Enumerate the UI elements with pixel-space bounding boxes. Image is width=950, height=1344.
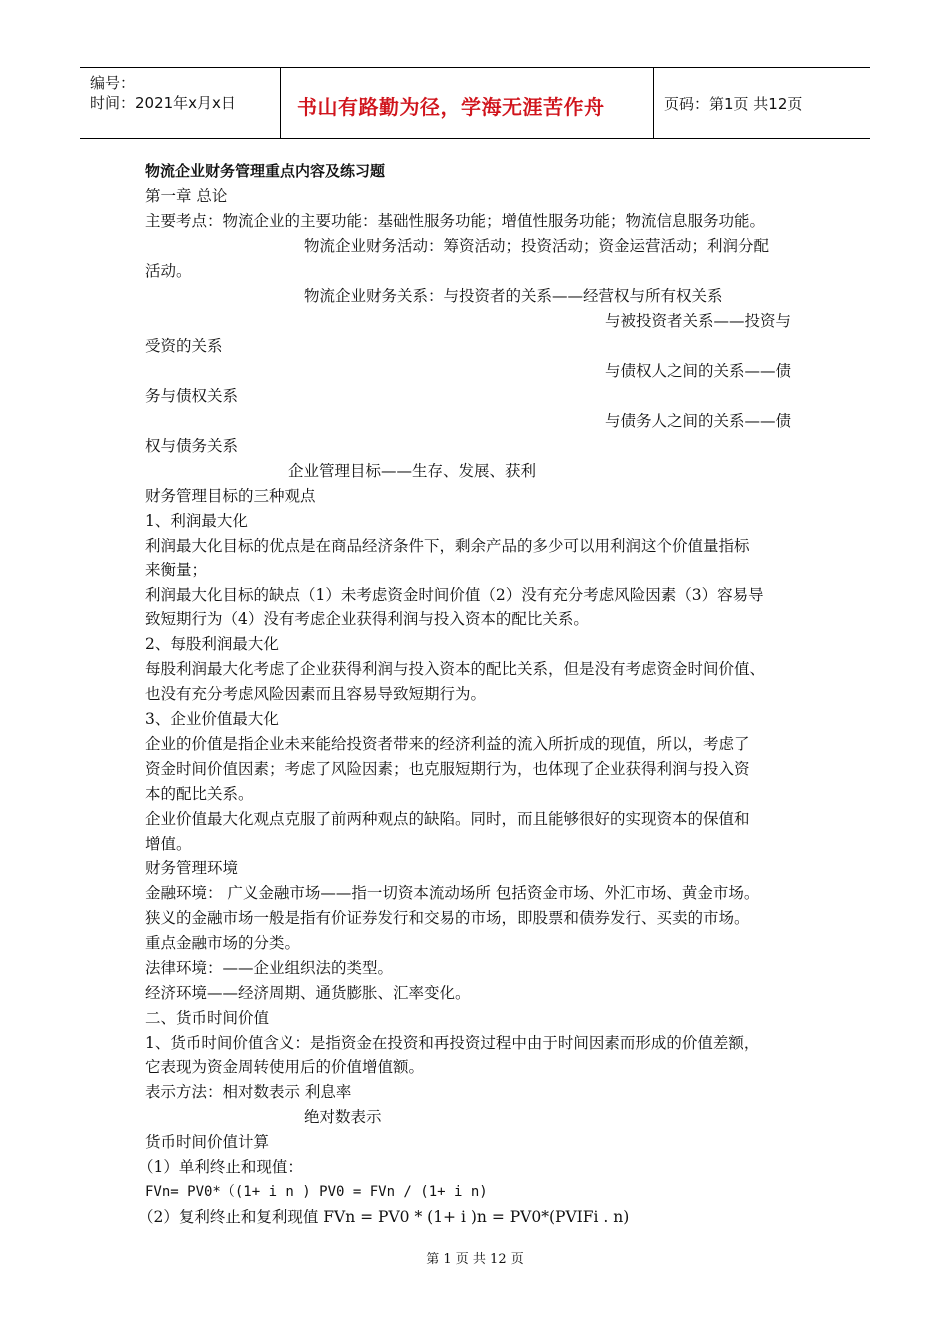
- text-line: 物流企业财务关系：与投资者的关系——经营权与所有权关系: [304, 287, 723, 305]
- text-line: 经济环境——经济周期、通货膨胀、汇率变化。: [145, 984, 471, 1002]
- section-heading: 财务管理环境: [145, 859, 239, 877]
- text-line: 金融环境： 广义金融市场——指一切资本流动场所 包括资金市场、外汇市场、黄金市场。: [145, 884, 760, 902]
- page-footer: 第 1 页 共 12 页: [426, 1252, 524, 1267]
- text-line: （1）单利终止和现值：: [138, 1158, 303, 1176]
- text-line: 企业的价值是指企业未来能给投资者带来的经济利益的流入所折成的现值，所以，考虑了: [145, 735, 750, 753]
- text-line: 与债务人之间的关系——债: [605, 412, 792, 430]
- text-line: 每股利润最大化考虑了企业获得利润与投入资本的配比关系，但是没有考虑资金时间价值、: [145, 660, 766, 678]
- text-line: 权与债务关系: [145, 437, 239, 455]
- text-line: 与债权人之间的关系——债: [605, 362, 792, 380]
- text-line: 与被投资者关系——投资与: [605, 312, 792, 330]
- section-heading: 货币时间价值计算: [145, 1133, 270, 1151]
- text-line: 受资的关系: [145, 337, 223, 355]
- section-heading: 1、利润最大化: [145, 512, 248, 530]
- text-line: 狭义的金融市场一般是指有价证券发行和交易的市场，即股票和债券发行、买卖的市场。: [145, 909, 750, 927]
- text-line: 利润最大化目标的缺点（1）未考虑资金时间价值（2）没有充分考虑风险因素（3）容易导: [145, 586, 764, 604]
- text-line: 它表现为资金周转使用后的价值增值额。: [145, 1058, 425, 1076]
- motto-text: 书山有路勤为径，学海无涯苦作舟: [297, 95, 605, 119]
- text-line: 法律环境：——企业组织法的类型。: [145, 959, 394, 977]
- chapter-heading: 第一章 总论: [145, 187, 228, 205]
- text-line: 活动。: [145, 262, 192, 280]
- text-line: 绝对数表示: [304, 1108, 382, 1126]
- text-line: 主要考点：物流企业的主要功能：基础性服务功能；增值性服务功能；物流信息服务功能。: [145, 212, 766, 230]
- section-heading: 二、货币时间价值: [145, 1009, 270, 1027]
- text-line: 来衡量；: [145, 561, 208, 579]
- section-heading: 3、企业价值最大化: [145, 710, 279, 728]
- section-heading: 2、每股利润最大化: [145, 635, 279, 653]
- text-line: 资金时间价值因素；考虑了风险因素；也克服短期行为，也体现了企业获得利润与投入资: [145, 760, 750, 778]
- text-line: 增值。: [145, 835, 192, 853]
- section-heading: 财务管理目标的三种观点: [145, 487, 316, 505]
- document-number-label: 编号：: [90, 74, 136, 92]
- text-line: 重点金融市场的分类。: [145, 934, 301, 952]
- text-line: 也没有充分考虑风险因素而且容易导致短期行为。: [145, 685, 487, 703]
- page-info: 页码：第1页 共12页: [664, 95, 803, 113]
- text-line: 致短期行为（4）没有考虑企业获得利润与投入资本的配比关系。: [145, 610, 589, 628]
- formula-line: （2）复利终止和复利现值 FVn = PV0 * (1+ i )n = PV0*(PVIFi . n): [138, 1208, 630, 1226]
- text-line: 利润最大化目标的优点是在商品经济条件下，剩余产品的多少可以用利润这个价值量指标: [145, 537, 750, 555]
- text-line: 表示方法：相对数表示 利息率: [145, 1083, 352, 1101]
- formula-line: FVn= PV0*（(1+ i n ) PV0 = FVn / (1+ i n): [145, 1184, 488, 1200]
- date-line: 时间：2021年x月x日: [90, 94, 236, 112]
- text-line: 企业管理目标——生存、发展、获利: [288, 462, 537, 480]
- text-line: 1、货币时间价值含义：是指资金在投资和再投资过程中由于时间因素而形成的价值差额，: [145, 1034, 760, 1052]
- text-line: 本的配比关系。: [145, 785, 254, 803]
- text-line: 务与债权关系: [145, 387, 239, 405]
- text-line: 企业价值最大化观点克服了前两种观点的缺陷。同时，而且能够很好的实现资本的保值和: [145, 810, 750, 828]
- document-title: 物流企业财务管理重点内容及练习题: [145, 162, 386, 180]
- text-line: 物流企业财务活动：筹资活动；投资活动；资金运营活动；利润分配: [304, 237, 770, 255]
